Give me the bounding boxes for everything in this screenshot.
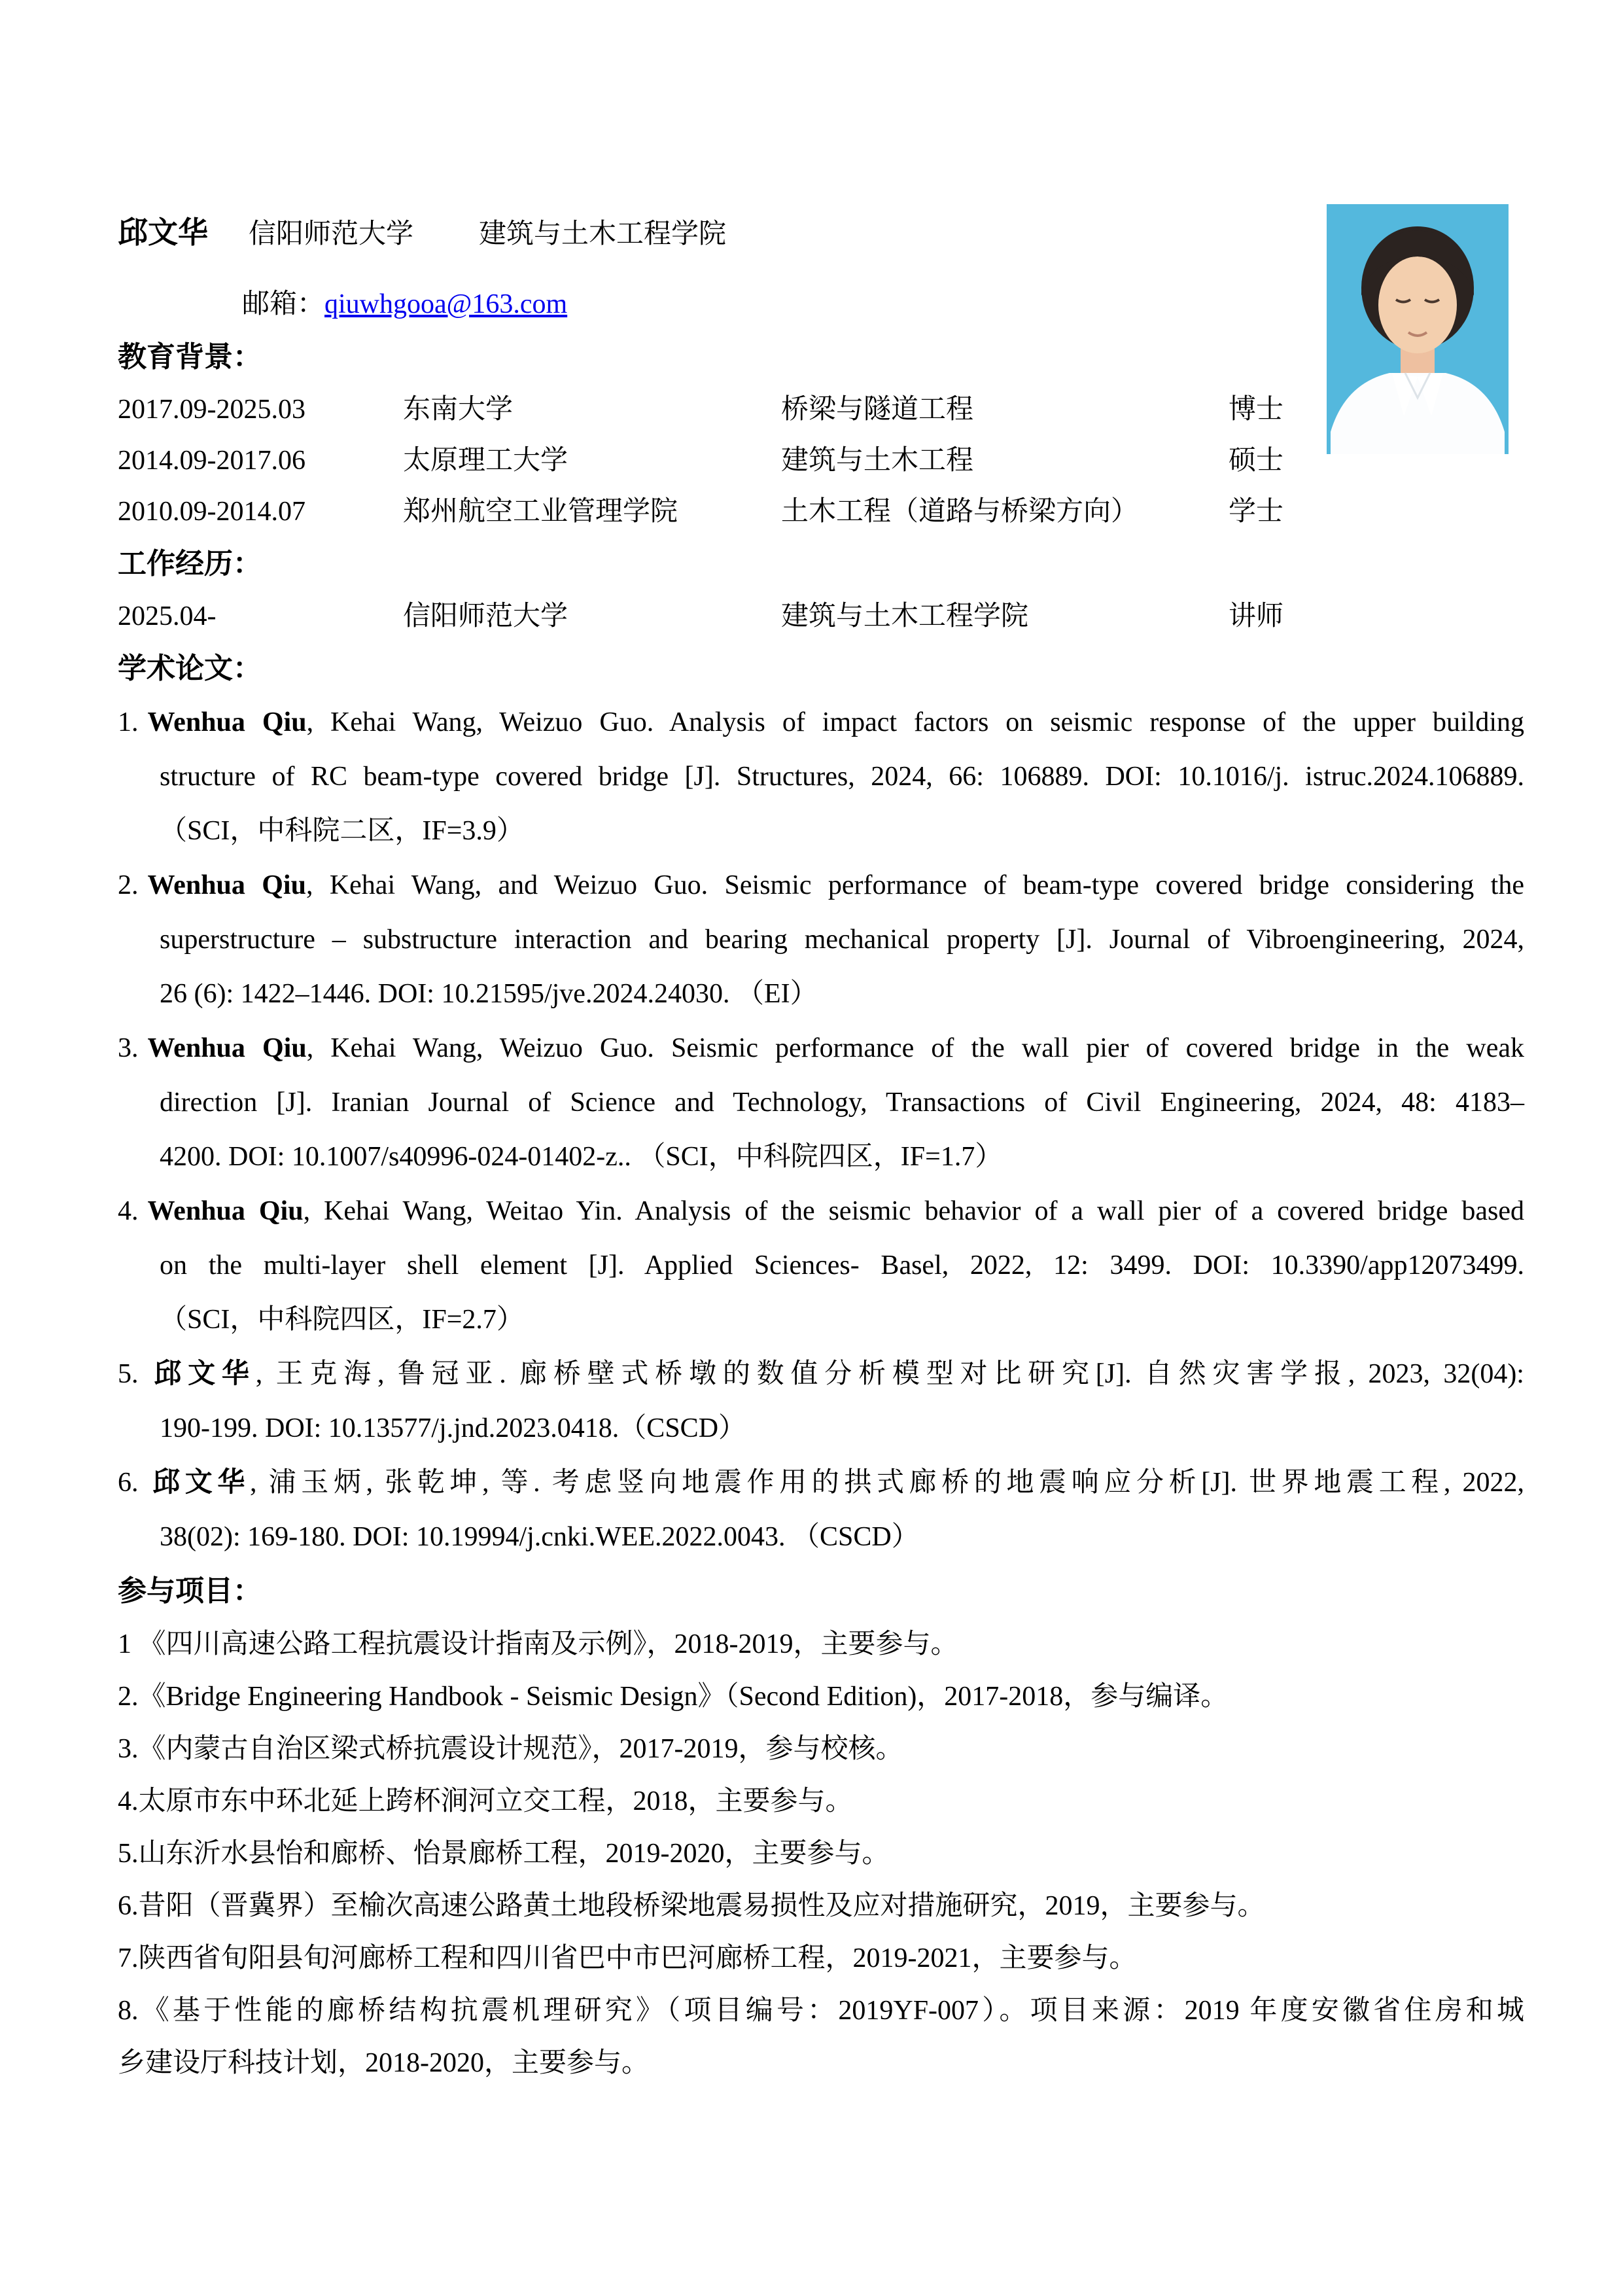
project-item: 7.陕西省旬阳县旬河廊桥工程和四川省巴中市巴河廊桥工程，2019-2021，主要参与。 bbox=[118, 1943, 1137, 1973]
work-department: 建筑与土木工程学院 bbox=[781, 601, 1029, 631]
paper-line bbox=[118, 1347, 1524, 1402]
education-major: 建筑与土木工程 bbox=[781, 446, 974, 476]
project-item: 3.《内蒙古自治区梁式桥抗震设计规范》，2017-2019，参与校核。 bbox=[118, 1734, 903, 1764]
paper-entry bbox=[118, 1184, 1524, 1347]
paper-line: direction [J]. Iranian Journal of Science and Technology, Transactions of Civil Engineering, 2024, 48: 4183– bbox=[160, 1087, 1524, 1118]
paper-line bbox=[118, 1456, 1524, 1510]
paper-line bbox=[118, 1184, 1524, 1239]
paper-line: 190-199. DOI: 10.13577/j.jnd.2023.0418.（CSCD） bbox=[160, 1413, 746, 1443]
paper-line: on the multi-layer shell element [J]. Applied Sciences- Basel, 2022, 12: 3499. DOI: 10.3390/app12073499. bbox=[160, 1250, 1524, 1280]
paper-text: , Kehai Wang, Weizuo Guo. Seismic performance of the wall pier of covered bridge in the weak bbox=[306, 1033, 1524, 1063]
paper-text: , Kehai Wang, Weitao Yin. Analysis of the seismic behavior of a wall pier of a covered bridge based bbox=[303, 1196, 1524, 1226]
project-item: 4.太原市东中环北延上跨杯涧河立交工程，2018，主要参与。 bbox=[118, 1786, 853, 1816]
resume-content bbox=[118, 206, 1524, 2089]
paper-text: , 浦玉炳, 张乾坤, 等. 考虑竖向地震作用的拱式廊桥的地震响应分析[J]. 世界地震工程, 2022, bbox=[249, 1468, 1524, 1498]
paper-text: , 王克海, 鲁冠亚. 廊桥壁式桥墩的数值分析模型对比研究[J]. 自然灾害学报, 2023, 32(04): bbox=[255, 1359, 1524, 1389]
paper-number: 2. bbox=[118, 870, 139, 900]
education-row bbox=[118, 435, 1524, 486]
education-degree: 学士 bbox=[1229, 497, 1284, 527]
college-name: 建筑与土木工程学院 bbox=[479, 219, 727, 249]
paper-entry bbox=[118, 1021, 1524, 1184]
email-line bbox=[118, 278, 1524, 330]
section-header-papers: 学术论文： bbox=[118, 652, 262, 684]
paper-author: 邱文华 bbox=[147, 1359, 256, 1389]
paper-line: superstructure – substructure interaction and bearing mechanical property [J]. Journal of Vibroengineering, 2024, bbox=[160, 925, 1524, 955]
paper-text: , Kehai Wang, Weizuo Guo. Analysis of impact factors on seismic response of the upper building bbox=[306, 707, 1524, 737]
paper-number: 5. bbox=[118, 1359, 139, 1389]
person-name: 邱文华 bbox=[118, 216, 208, 249]
paper-line bbox=[118, 696, 1524, 750]
paper-number: 6. bbox=[118, 1468, 139, 1498]
paper-note: 4200. DOI: 10.1007/s40996-024-01402-z.. （SCI，中科院四区，IF=1.7） bbox=[160, 1142, 1003, 1172]
paper-line bbox=[118, 858, 1524, 913]
paper-text: , Kehai Wang, and Weizuo Guo. Seismic performance of beam-type covered bridge considering the bbox=[305, 870, 1524, 900]
paper-author: Wenhua Qiu bbox=[147, 1033, 307, 1063]
paper-author: 邱文华 bbox=[147, 1468, 250, 1498]
paper-line bbox=[118, 1021, 1524, 1076]
header-line bbox=[118, 206, 1524, 261]
project-item: 5.山东沂水县怡和廊桥、怡景廊桥工程，2019-2020，主要参与。 bbox=[118, 1839, 890, 1869]
paper-line: 38(02): 169-180. DOI: 10.19994/j.cnki.WEE.2022.0043. （CSCD） bbox=[160, 1522, 919, 1552]
paper-number: 1. bbox=[118, 707, 139, 737]
paper-entry bbox=[118, 696, 1524, 858]
section-header-projects: 参与项目： bbox=[118, 1575, 262, 1607]
paper-author: Wenhua Qiu bbox=[147, 1196, 304, 1226]
work-date: 2025.04- bbox=[118, 601, 217, 631]
project-line: 8.《基于性能的廊桥结构抗震机理研究》（项目编号：2019YF-007）。项目来源：2019 年度安徽省住房和城 bbox=[118, 1996, 1524, 2026]
email-label: 邮箱： bbox=[242, 289, 325, 319]
education-major: 土木工程（道路与桥梁方向） bbox=[781, 497, 1139, 527]
paper-entry bbox=[118, 1347, 1524, 1456]
education-date: 2014.09-2017.06 bbox=[118, 446, 305, 476]
education-row bbox=[118, 384, 1524, 435]
work-title: 讲师 bbox=[1229, 601, 1284, 631]
paper-note: （SCI，中科院二区，IF=3.9） bbox=[160, 816, 524, 846]
education-degree: 博士 bbox=[1229, 395, 1284, 425]
paper-note: （SCI，中科院四区，IF=2.7） bbox=[160, 1305, 524, 1335]
project-item: 1 《四川高速公路工程抗震设计指南及示例》，2018-2019，主要参与。 bbox=[118, 1629, 958, 1659]
paper-author: Wenhua Qiu bbox=[147, 870, 306, 900]
paper-entry bbox=[118, 1456, 1524, 1564]
education-school: 东南大学 bbox=[403, 395, 514, 425]
education-degree: 硕士 bbox=[1229, 446, 1284, 476]
education-date: 2017.09-2025.03 bbox=[118, 395, 305, 425]
paper-author: Wenhua Qiu bbox=[147, 707, 307, 737]
education-school: 郑州航空工业管理学院 bbox=[403, 497, 678, 527]
education-major: 桥梁与隧道工程 bbox=[781, 395, 974, 425]
paper-note: 26 (6): 1422–1446. DOI: 10.21595/jve.2024.24030. （EI） bbox=[160, 979, 818, 1009]
paper-number: 3. bbox=[118, 1033, 139, 1063]
paper-line: structure of RC beam-type covered bridge [J]. Structures, 2024, 66: 106889. DOI: 10.1016/j. istruc.2024.106889. bbox=[160, 762, 1524, 792]
section-header-work: 工作经历： bbox=[118, 548, 262, 580]
paper-number: 4. bbox=[118, 1196, 139, 1226]
project-item bbox=[118, 1985, 1524, 2089]
project-item: 2.《Bridge Engineering Handbook - Seismic Design》（Second Edition)，2017-2018，参与编译。 bbox=[118, 1682, 1229, 1712]
paper-entry bbox=[118, 858, 1524, 1021]
education-date: 2010.09-2014.07 bbox=[118, 497, 305, 527]
education-school: 太原理工大学 bbox=[403, 446, 568, 476]
work-organization: 信阳师范大学 bbox=[403, 601, 568, 631]
education-row bbox=[118, 486, 1524, 537]
section-header-education: 教育背景： bbox=[118, 341, 262, 373]
project-item: 6.昔阳（晋冀界）至榆次高速公路黄土地段桥梁地震易损性及应对措施研究，2019，主要参与。 bbox=[118, 1891, 1265, 1921]
work-row bbox=[118, 591, 1524, 642]
project-line: 乡建设厅科技计划，2018-2020，主要参与。 bbox=[118, 2048, 649, 2078]
email-link[interactable]: qiuwhgooa@163.com bbox=[324, 289, 568, 319]
university-name: 信阳师范大学 bbox=[249, 219, 414, 249]
